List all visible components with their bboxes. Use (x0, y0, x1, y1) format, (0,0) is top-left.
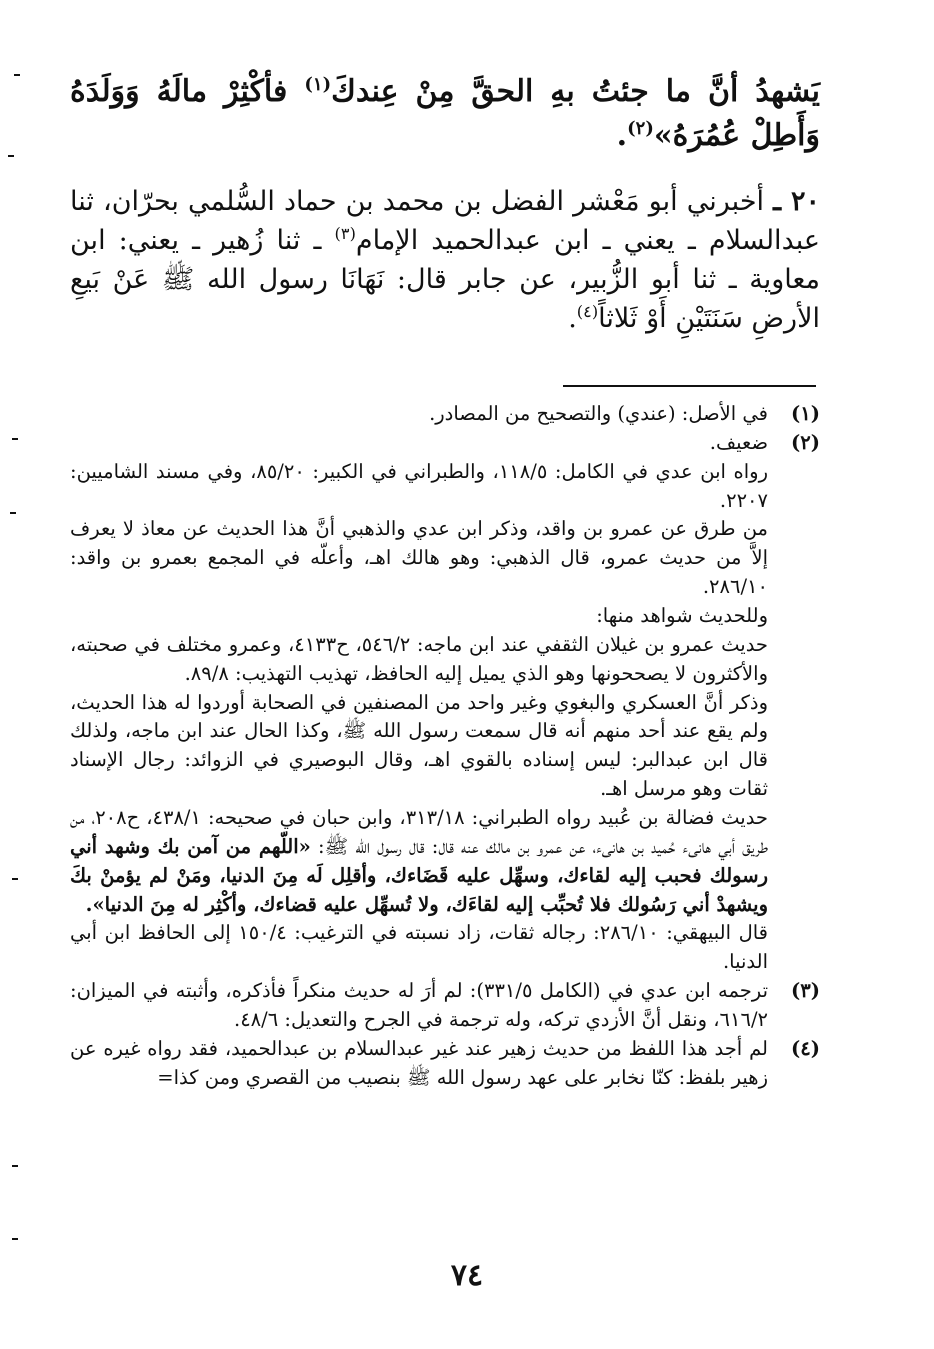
footnote-text: وللحديث شواهد منها: (596, 604, 768, 628)
fadala-intro: حديث فضالة بن عُبيد رواه الطبراني: ٣١٣/١٨، وابن حبان في صحيحه: ٤٣٨/١، ح٢٠٨، من طريق أبي هانىء حُميد بن هانىء، عن عمرو بن مالك عنه قال: قال رسول الله ﷺ: (70, 806, 768, 858)
margin-mark (12, 438, 18, 440)
margin-mark (10, 512, 16, 514)
footnote-text-fadala (70, 804, 768, 919)
footnote-ref-4[interactable]: (٤) (576, 302, 599, 322)
hadith-text-cont: ـ ثنا زُهير ـ يعني: ابن معاوية ـ ثنا أبو الزُّبير، عن جابر قال: نَهَانَا رسول الله ﷺ عَنْ بَيعِ الأرضِ سَنَتَيْنِ أَوْ ثَلاثاً (70, 225, 820, 335)
footnote-text: حديث عمرو بن غيلان الثقفي عند ابن ماجه: ٥٤٦/٢، ح٤١٣٣، وعمرو مختلف في صحبته، والأكثرون لا يصححونها وهو الذي يميل إليه الحافظ، تهذيب التهذيب: ٨٩/٨. (70, 632, 768, 685)
footnote-text: قال البيهقي: ٢٨٦/١٠: رجاله ثقات، زاد نسبته في الترغيب: ١٥٠/٤ إلى الحافظ ابن أبي الدنيا. (70, 921, 768, 974)
continuation-end: . (616, 117, 628, 153)
hadith-number: ٢٠ ـ (773, 186, 820, 217)
footnote-3 (70, 977, 820, 1035)
footnote-text: وذكر أنَّ العسكري والبغوي وغير واحد من المصنفين في الصحابة أوردوا له هذا الحديث، ولم يقع عند أحد منهم أنه قال سمعت رسول الله ﷺ، وكذا الحال عند ابن ماجه، ولذلك قال ابن عبدالبر: ليس إسناده بالقوي اهـ، وقال البوصيري في الزوائد: رجال الإسناد ثقات وهو مرسل اهـ. (70, 690, 768, 801)
margin-mark (12, 878, 18, 880)
footnote-number: (١) (791, 402, 820, 425)
footnote-text: ضعيف. (709, 430, 768, 454)
main-text-continuation (70, 70, 820, 157)
footnote-text: من طرق عن عمرو بن واقد، وذكر ابن عدي والذهبي أنَّ هذا الحديث عن معاذ لا يعرف إلاَّ من حديث عمرو، قال الذهبي: وهو هالك اهـ، وأعلّه في المجمع بعمرو بن واقد: ٢٨٦/١٠. (70, 517, 768, 599)
footnote-2 (70, 429, 820, 977)
margin-mark (14, 74, 20, 76)
footnote-text: لم أجد هذا اللفظ من حديث زهير عند غير عبدالسلام بن عبدالحميد، فقد رواه غيره عن زهير بلفظ: كنّا نخابر على عهد رسول الله ﷺ بنصيب من القصري ومن كذا= (70, 1036, 768, 1089)
footnote-ref-3[interactable]: (٣) (334, 224, 356, 244)
footnote-4 (70, 1035, 820, 1093)
footnote-text: في الأصل: (عندي) والتصحيح من المصادر. (429, 402, 768, 425)
footnote-separator (563, 385, 816, 387)
margin-mark (12, 1238, 18, 1240)
footnotes (70, 400, 820, 1093)
hadith-end: . (568, 303, 577, 335)
continuation-text: يَشهدُ أنَّ ما جئتُ بهِ الحقَّ مِنْ عِندكَ (331, 74, 821, 109)
footnote-1 (70, 400, 820, 429)
footnote-text: رواه ابن عدي في الكامل: ١١٨/٥، والطبراني في الكبير: ٨٥/٢٠، وفي مسند الشاميين: ٢٢٠٧. (70, 459, 768, 512)
continuation-text-rest: فأكْثِرْ مالَهُ وَوَلَدَهُ وَأَطِلْ عُمُرَهُ» (70, 74, 820, 153)
footnote-number: (٣) (791, 979, 820, 1003)
hadith-text: أخبرني أبو مَعْشر الفضل بن محمد بن حماد السُّلمي بحرّان، ثنا عبدالسلام ـ يعني ـ ابن عبدالحميد الإمام (70, 186, 820, 257)
footnote-number: (٤) (791, 1036, 820, 1060)
footnote-ref-1[interactable]: (١) (304, 74, 332, 95)
page-number: ٧٤ (450, 1258, 484, 1293)
footnote-ref-2[interactable]: (٢) (627, 117, 654, 139)
fadala-quote: «اللّهم من آمن بك وشهد أني رسولك فحبب إليه لقاءك، وسهِّل عليه قَضَاءك، وأقلِل لَه مِنَ الدنيا، ومَنْ لم يؤمنْ بكَ ويشهدْ أني رَسُولك فلا تُحبِّب إليه لقاءَك، ولا تُسهِّل عليه قضاءك، وأكْثِر له مِنَ الدنيا». (70, 834, 768, 916)
hadith-20 (70, 182, 820, 339)
margin-mark (8, 155, 14, 157)
footnote-number: (٢) (791, 430, 820, 454)
footnote-text: ترجمه ابن عدي في (الكامل ٣٣١/٥): لم أرَ له حديث منكراً فأذكره، وأثبته في الميزان: ٦١٦/٢، ونقل أنَّ الأزدي تركه، وله ترجمة في الجرح والتعديل: ٤٨/٦. (70, 979, 768, 1032)
margin-mark (12, 1165, 18, 1167)
